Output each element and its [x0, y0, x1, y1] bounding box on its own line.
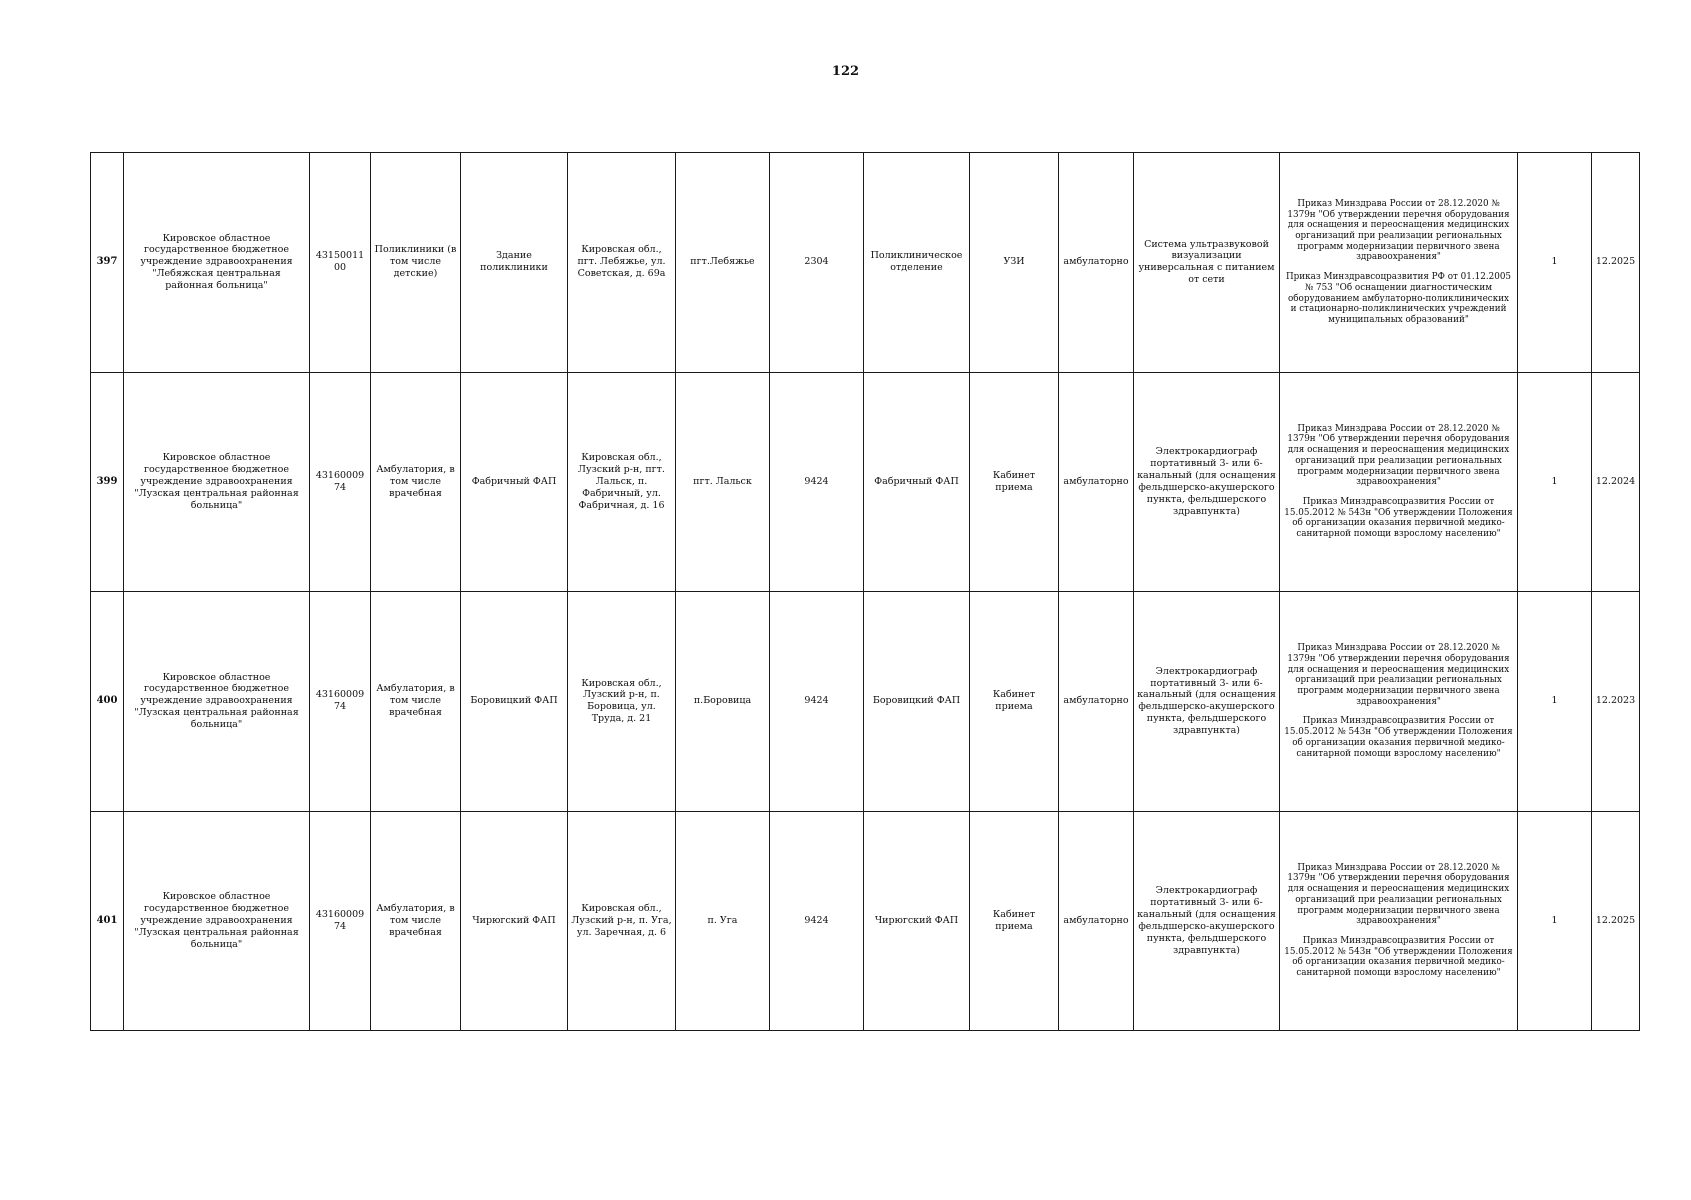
equipment-cell: Электрокардиограф портативный 3- или 6-канальный (для оснащения фельдшерско-акушерского пункта, фельдшерского здравпункта): [1134, 592, 1280, 812]
address-cell: Кировская обл., Лузский р-н, п. Боровица, ул. Труда, д. 21: [568, 592, 676, 812]
code-cell: 4315001100: [310, 153, 371, 373]
address-cell: Кировская обл., Лузский р-н, пгт. Лальск, п. Фабричный, ул. Фабричная, д. 16: [568, 372, 676, 592]
table-row: [91, 811, 1640, 1031]
care-conditions-cell: амбулаторно: [1059, 372, 1134, 592]
department-cell: Чирюгский ФАП: [864, 811, 970, 1031]
documents-cell: [1280, 811, 1518, 1031]
table-row: [91, 592, 1640, 812]
quantity-cell: 1: [1518, 592, 1592, 812]
cabinet-cell: Кабинет приема: [970, 592, 1059, 812]
care-conditions-cell: амбулаторно: [1059, 811, 1134, 1031]
number-cell: 9424: [770, 811, 864, 1031]
document-reference: Приказ Минздрава России от 28.12.2020 № 1379н "Об утверждении перечня оборудования для оснащения и переоснащения медицинских организаций при реализации региональных программ модернизации первичного звена здравоохранения": [1287, 198, 1510, 263]
document-reference: Приказ Минздравсоцразвития России от 15.05.2012 № 543н "Об утверждении Положения об организации оказания первичной медико-санитарной помощи взрослому населению": [1284, 496, 1513, 540]
page-number: 122: [831, 64, 860, 79]
department-cell: Фабричный ФАП: [864, 372, 970, 592]
address-cell: Кировская обл., пгт. Лебяжье, ул. Советская, д. 69а: [568, 153, 676, 373]
quantity-cell: 1: [1518, 153, 1592, 373]
organization-cell: Кировское областное государственное бюджетное учреждение здравоохранения "Лузская центральная районная больница": [124, 372, 310, 592]
locality-cell: п. Уга: [676, 811, 770, 1031]
document-reference: Приказ Минздравсоцразвития России от 15.05.2012 № 543н "Об утверждении Положения об организации оказания первичной медико-санитарной помощи взрослому населению": [1284, 935, 1513, 979]
date-cell: 12.2023: [1592, 592, 1640, 812]
table-row: [91, 153, 1640, 373]
department-cell: Боровицкий ФАП: [864, 592, 970, 812]
department-cell: Поликлиническое отделение: [864, 153, 970, 373]
document-reference: Приказ Минздравсоцразвития России от 15.05.2012 № 543н "Об утверждении Положения об организации оказания первичной медико-санитарной помощи взрослому населению": [1284, 716, 1513, 759]
date-cell: 12.2024: [1592, 372, 1640, 592]
row-index: 397: [91, 153, 124, 373]
table-row: [91, 372, 1640, 592]
facility-type-cell: Поликлиники (в том числе детские): [371, 153, 461, 373]
date-cell: 12.2025: [1592, 153, 1640, 373]
document-reference: Приказ Минздрава России от 28.12.2020 № 1379н "Об утверждении перечня оборудования для оснащения и переоснащения медицинских организаций при реализации региональных программ модернизации первичного звена здравоохранения": [1287, 643, 1510, 707]
organization-cell: Кировское областное государственное бюджетное учреждение здравоохранения "Лузская центральная районная больница": [124, 811, 310, 1031]
locality-cell: пгт.Лебяжье: [676, 153, 770, 373]
documents-cell: [1280, 592, 1518, 812]
code-cell: 4316000974: [310, 592, 371, 812]
address-cell: Кировская обл., Лузский р-н, п. Уга, ул. Заречная, д. 6: [568, 811, 676, 1031]
building-cell: Чирюгский ФАП: [461, 811, 568, 1031]
row-index: 401: [91, 811, 124, 1031]
documents-cell: [1280, 153, 1518, 373]
code-cell: 4316000974: [310, 372, 371, 592]
cabinet-cell: Кабинет приема: [970, 811, 1059, 1031]
cabinet-cell: Кабинет приема: [970, 372, 1059, 592]
care-conditions-cell: амбулаторно: [1059, 153, 1134, 373]
number-cell: 2304: [770, 153, 864, 373]
organization-cell: Кировское областное государственное бюджетное учреждение здравоохранения "Лебяжская центральная районная больница": [124, 153, 310, 373]
building-cell: Здание поликлиники: [461, 153, 568, 373]
equipment-cell: Электрокардиограф портативный 3- или 6-канальный (для оснащения фельдшерско-акушерского пункта, фельдшерского здравпункта): [1134, 811, 1280, 1031]
quantity-cell: 1: [1518, 372, 1592, 592]
row-index: 400: [91, 592, 124, 812]
number-cell: 9424: [770, 372, 864, 592]
row-index: 399: [91, 372, 124, 592]
facility-type-cell: Амбулатория, в том числе врачебная: [371, 811, 461, 1031]
quantity-cell: 1: [1518, 811, 1592, 1031]
document-reference: Приказ Минздрава России от 28.12.2020 № 1379н "Об утверждении перечня оборудования для оснащения и переоснащения медицинских организаций при реализации региональных программ модернизации первичного звена здравоохранения": [1287, 423, 1510, 488]
facility-type-cell: Амбулатория, в том числе врачебная: [371, 592, 461, 812]
building-cell: Фабричный ФАП: [461, 372, 568, 592]
facility-type-cell: Амбулатория, в том числе врачебная: [371, 372, 461, 592]
equipment-cell: Система ультразвуковой визуализации универсальная с питанием от сети: [1134, 153, 1280, 373]
number-cell: 9424: [770, 592, 864, 812]
equipment-cell: Электрокардиограф портативный 3- или 6-канальный (для оснащения фельдшерско-акушерского пункта, фельдшерского здравпункта): [1134, 372, 1280, 592]
locality-cell: п.Боровица: [676, 592, 770, 812]
locality-cell: пгт. Лальск: [676, 372, 770, 592]
document-reference: Приказ Минздрава России от 28.12.2020 № 1379н "Об утверждении перечня оборудования для оснащения и переоснащения медицинских организаций при реализации региональных программ модернизации первичного звена здравоохранения": [1287, 862, 1510, 927]
date-cell: 12.2025: [1592, 811, 1640, 1031]
care-conditions-cell: амбулаторно: [1059, 592, 1134, 812]
equipment-table: [90, 152, 1640, 1031]
organization-cell: Кировское областное государственное бюджетное учреждение здравоохранения "Лузская центральная районная больница": [124, 592, 310, 812]
documents-cell: [1280, 372, 1518, 592]
cabinet-cell: УЗИ: [970, 153, 1059, 373]
code-cell: 4316000974: [310, 811, 371, 1031]
document-reference: Приказ Минздравсоцразвития РФ от 01.12.2005 № 753 "Об оснащении диагностическим оборудованием амбулаторно-поликлинических и стационарно-поликлинических учреждений муниципальных образований": [1285, 272, 1512, 325]
building-cell: Боровицкий ФАП: [461, 592, 568, 812]
